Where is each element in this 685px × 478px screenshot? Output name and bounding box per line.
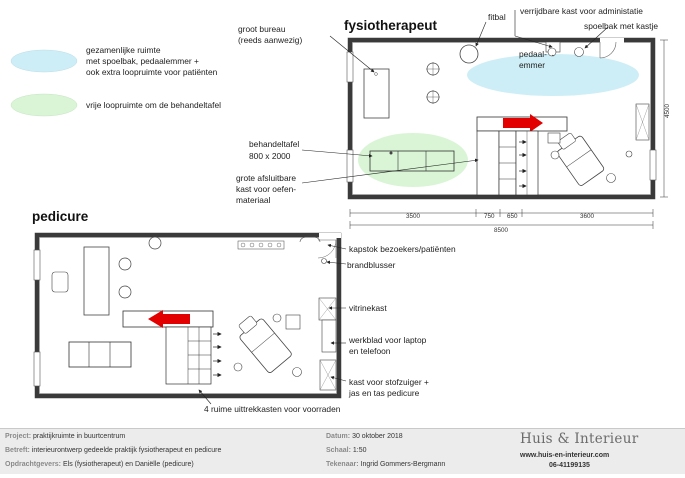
- storage-cabinet: [166, 327, 211, 384]
- fysio-room-title: fysiotherapeut: [344, 18, 438, 33]
- pedicure-chair: [233, 311, 293, 374]
- betreft-label: Betreft:: [5, 447, 30, 454]
- legend-free-swatch: [11, 94, 77, 116]
- callout-uittrekkasten: 4 ruime uittrekkasten voor voorraden: [204, 404, 341, 414]
- callout-werkblad-line1: werkblad voor laptop: [349, 335, 427, 345]
- bench: [69, 342, 131, 367]
- opdracht-label: Opdrachtgevers:: [5, 461, 62, 468]
- shared-zone: [467, 54, 639, 96]
- opdracht-value: Els (fysiotherapeut) en Daniëlle (pedicure): [62, 461, 194, 468]
- datum-value: 30 oktober 2018: [352, 433, 403, 440]
- footer-schaal: [326, 446, 366, 455]
- callout-kapstok: kapstok bezoekers/patiënten: [349, 244, 456, 254]
- pedicure-room: [34, 233, 341, 396]
- window: [650, 150, 656, 180]
- fitbal: [460, 45, 478, 63]
- dim-4500: 4500: [664, 103, 671, 118]
- free-walk-zone: [358, 133, 468, 187]
- dim-750: 750: [484, 213, 495, 220]
- footer-betreft: [5, 446, 221, 455]
- legend-free-label: vrije loopruimte om de behandeltafel: [86, 100, 222, 110]
- datum-label: Datum:: [326, 433, 351, 440]
- betreft-value: interieurontwerp gedeelde praktijk fysiotherapeut en pedicure: [31, 447, 222, 454]
- pedicure-room-title: pedicure: [32, 209, 89, 224]
- callout-pedaal-line2: emmer: [519, 60, 546, 70]
- storage-cabinet: [477, 131, 499, 195]
- footer-opdracht: [5, 460, 194, 469]
- callout-kast-admin: verrijdbare kast voor administatie: [520, 6, 643, 16]
- tekenaar-value: Ingrid Gommers-Bergmann: [360, 461, 446, 468]
- brand-website[interactable]: www.huis-en-interieur.com: [520, 452, 610, 459]
- legend-shared-line3: ook extra loopruimte voor patiënten: [86, 67, 218, 77]
- callout-kast-line2: kast voor oefen-: [236, 184, 297, 194]
- project-value: praktijkruimte in buurtcentrum: [33, 433, 126, 440]
- chair: [119, 258, 131, 270]
- window: [34, 250, 40, 280]
- callout-bureau-line1: groot bureau: [238, 24, 286, 34]
- callout-brandblusser: brandblusser: [347, 260, 396, 270]
- callout-stof-line1: kast voor stofzuiger +: [349, 377, 429, 387]
- dim-3600: 3600: [580, 213, 595, 220]
- callout-bureau-line2: (reeds aanwezig): [238, 35, 303, 45]
- pedal-bin: [548, 48, 556, 56]
- callout-pedaal-line1: pedaal-: [519, 49, 547, 59]
- desk: [84, 247, 109, 315]
- footer-tekenaar: [326, 460, 445, 469]
- callout-fitbal: fitbal: [488, 12, 506, 22]
- callout-spoelbak: spoelbak met kastje: [584, 21, 659, 31]
- callout-kast-line1: grote afsluitbare: [236, 173, 297, 183]
- schaal-value: 1:50: [352, 447, 367, 454]
- chair: [119, 286, 131, 298]
- dim-650: 650: [507, 213, 518, 220]
- callout-tafel-line1: behandeltafel: [249, 139, 300, 149]
- chair: [149, 237, 161, 249]
- window: [34, 352, 40, 386]
- window: [347, 52, 353, 82]
- callout-tafel-line2: 800 x 2000: [249, 151, 291, 161]
- callout-kast-line3: materiaal: [236, 195, 271, 205]
- legend-shared-line2: met spoelbak, pedaalemmer +: [86, 56, 199, 66]
- desk: [364, 69, 389, 118]
- callout-stof-line2: jas en tas pedicure: [349, 388, 420, 398]
- sink: [575, 48, 584, 57]
- legend-shared-line1: gezamenlijke ruimte: [86, 45, 161, 55]
- footer-datum: [326, 432, 403, 441]
- footer-project: [5, 432, 125, 441]
- legend-shared-swatch: [11, 50, 77, 72]
- tekenaar-label: Tekenaar:: [326, 461, 359, 468]
- callout-werkblad-line2: en telefoon: [349, 346, 391, 356]
- callout-vitrine: vitrinekast: [349, 303, 387, 313]
- dim-8500: 8500: [494, 227, 509, 234]
- project-label: Project:: [5, 433, 32, 440]
- dim-3500: 3500: [406, 213, 421, 220]
- fysio-room: [347, 38, 668, 229]
- brand-logo: Huis & Interieur: [520, 431, 639, 447]
- brand-phone: 06-41199135: [549, 462, 590, 469]
- schaal-label: Schaal:: [326, 447, 351, 454]
